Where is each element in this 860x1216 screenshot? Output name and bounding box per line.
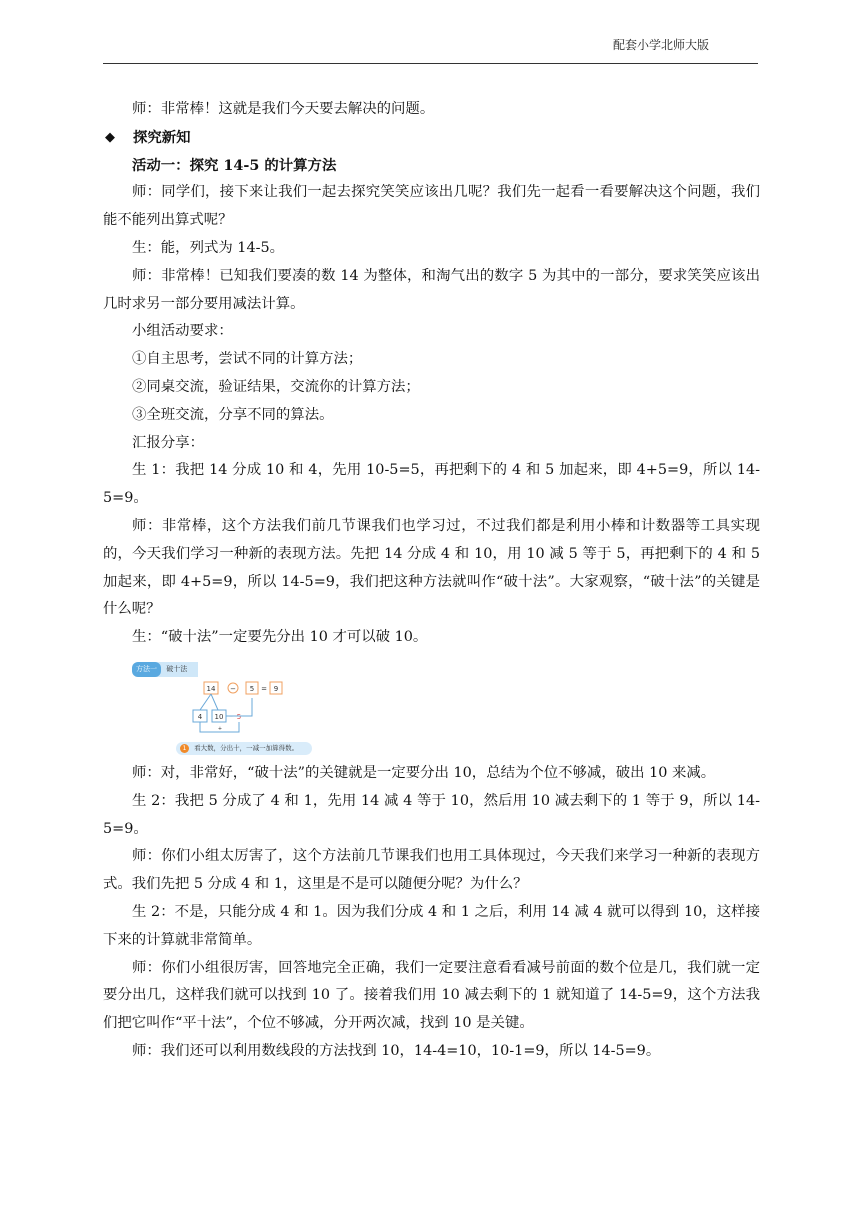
method-tag-title: 破十法 (166, 664, 188, 673)
paragraph: 师：非常棒，这个方法我们前几节课我们也学习过，不过我们都是利用小棒和计数器等工具实现的，今天我们学习一种新的表现方法。先把 14 分成 4 和 10，用 10 减 5 等于 5，再把剩下的 4 和 5 加起来，即 4+5=9，所以 14-5=9，我们把这种方法就叫作“破十法”。大家观察，“破十法”的关键是什么呢？ (103, 517, 760, 618)
summary-number-badge: 1 (180, 744, 189, 753)
part-b-value: 10 (214, 712, 224, 721)
equals-sign: = (261, 684, 267, 693)
paragraph: 师：非常棒！已知我们要凑的数 14 为整体，和淘气出的数字 5 为其中的一部分，要求笑笑应该出几时求另一部分要用减法计算。 (103, 267, 760, 312)
page-header: 配套小学北师大版 (612, 38, 709, 52)
activity-title: 活动一：探究 14-5 的计算方法 (132, 156, 337, 174)
paragraph: 汇报分享： (132, 434, 204, 451)
paragraph: 师：我们还可以利用数线段的方法找到 10，14-4=10，10-1=9，所以 14-5=9。 (132, 1042, 661, 1059)
split-line-right (211, 694, 218, 710)
paragraph: 生：“破十法”一定要先分出 10 才可以破 10。 (132, 629, 428, 646)
break-ten-method-figure (132, 658, 318, 754)
plus-sign: + (217, 725, 223, 732)
diamond-bullet-icon: ◆ (105, 129, 115, 145)
minuend-value: 14 (206, 684, 216, 693)
section-title: 探究新知 (133, 128, 191, 146)
paragraph: ①自主思考，尝试不同的计算方法； (132, 351, 363, 368)
paragraph: 师：你们小组很厉害，回答地完全正确，我们一定要注意看看减号前面的数个位是几，我们就一定要分出几，这样我们就可以找到 10 了。接着我们用 10 减去剩下的 1 就知道了 14-5=9，这个方法我们把它叫作“平十法”，个位不够减，分开两次减，找到 10 是关键。 (103, 959, 760, 1032)
document-body (103, 96, 760, 1066)
paragraph: 师：同学们，接下来让我们一起去探究笑笑应该出几呢？我们先一起看一看要解决这个问题，我们能不能列出算式呢？ (103, 184, 760, 229)
header-rule (103, 63, 758, 64)
paragraph: ③全班交流，分享不同的算法。 (132, 406, 334, 423)
paragraph: 生 1：我把 14 分成 10 和 4，先用 10-5=5，再把剩下的 4 和 5 加起来，即 4+5=9，所以 14-5=9。 (103, 462, 760, 507)
subtrahend-value: 5 (249, 684, 255, 693)
section-heading (103, 124, 760, 152)
paragraph: 师：对，非常好，“破十法”的关键就是一定要分出 10，总结为个位不够减，破出 10 来减。 (132, 764, 716, 781)
method-summary (176, 742, 312, 755)
paragraph: 生 2：我把 5 分成了 4 和 1，先用 14 减 4 等于 10，然后用 10 减去剩下的 1 等于 9，所以 14-5=9。 (103, 792, 760, 837)
paragraph: 生：能，列式为 14-5。 (132, 239, 285, 256)
inner-five: 5 (236, 712, 242, 721)
summary-text: 看大数，分出十，一减一加算得数。 (194, 743, 299, 752)
paragraph: 小组活动要求： (132, 323, 233, 340)
paragraph: 师：非常棒！这就是我们今天要去解决的问题。 (132, 101, 435, 117)
minus-sign: − (230, 684, 236, 693)
paragraph: 生 2：不是，只能分成 4 和 1。因为我们分成 4 和 1 之后，利用 14 减 4 就可以得到 10，这样接下来的计算就非常简单。 (103, 903, 760, 948)
paragraph: 师：你们小组太厉害了，这个方法前几节课我们也用工具体现过，今天我们来学习一种新的表现方式。我们先把 5 分成 4 和 1，这里是不是可以随便分呢？为什么？ (103, 848, 760, 893)
method-tag-label: 方法一 (132, 662, 161, 677)
result-value: 9 (273, 684, 279, 693)
part-a-value: 4 (197, 712, 203, 721)
break-ten-diagram (132, 658, 318, 742)
inner-minus-sign: − (228, 713, 234, 720)
split-line-left (200, 694, 211, 710)
paragraph: ②同桌交流，验证结果，交流你的计算方法； (132, 378, 420, 395)
